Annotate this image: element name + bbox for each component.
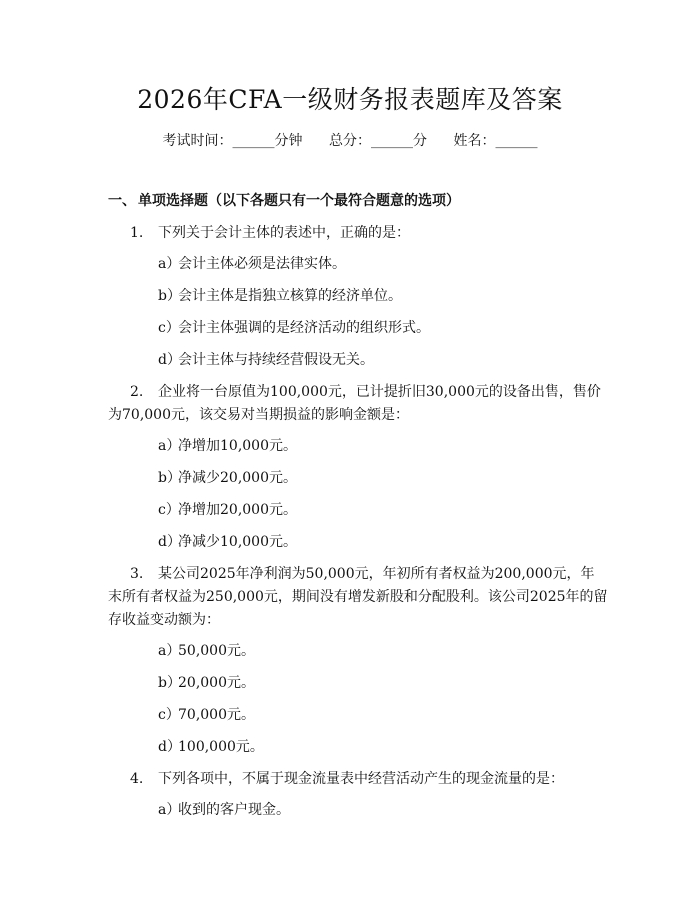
option-label: a） [158, 256, 181, 272]
option-text: 20,000元。 [178, 675, 255, 691]
option-text: 50,000元。 [178, 643, 255, 659]
question-number: 2. [130, 384, 144, 400]
answer-option [158, 467, 608, 490]
answer-option [158, 349, 608, 372]
total-score-blank: ______ [371, 133, 413, 149]
answer-option [158, 253, 608, 276]
student-name-blank: ______ [495, 133, 538, 149]
section-title: 单项选择题（以下各题只有一个最符合题意的选项） [138, 193, 460, 209]
option-text: 会计主体是指独立核算的经济单位。 [178, 288, 402, 304]
option-label: d） [158, 534, 181, 550]
answer-option [158, 531, 608, 554]
option-text: 100,000元。 [178, 739, 264, 755]
section-heading [108, 191, 460, 211]
option-text: 会计主体强调的是经济活动的组织形式。 [178, 320, 430, 336]
option-label: c） [158, 502, 180, 518]
exam-info-line [0, 131, 700, 151]
option-label: a） [158, 802, 181, 818]
option-text: 净增加10,000元。 [178, 438, 297, 454]
exam-time [163, 131, 303, 151]
section-number: 一、 [108, 193, 136, 209]
total-score [329, 131, 427, 151]
answer-option [158, 672, 608, 695]
answer-option [158, 640, 608, 663]
answer-option [158, 736, 608, 759]
exam-time-unit: 分钟 [274, 133, 303, 149]
question-number: 3. [130, 566, 144, 582]
answer-option [158, 799, 608, 822]
option-label: b） [158, 288, 181, 304]
option-label: a） [158, 438, 181, 454]
option-text: 收到的客户现金。 [178, 802, 290, 818]
question-stem [108, 222, 608, 245]
question-text: 某公司2025年净利润为50,000元，年初所有者权益为200,000元，年末所有者权益为250,000元，期间没有增发新股和分配股利。该公司2025年的留存收益变动额为： [108, 566, 608, 628]
question-stem [108, 768, 608, 791]
option-text: 净增加20,000元。 [178, 502, 297, 518]
student-name-label: 姓名： [453, 133, 496, 149]
question-text: 下列关于会计主体的表述中，正确的是： [158, 225, 410, 241]
total-score-label: 总分： [329, 133, 371, 149]
option-text: 70,000元。 [178, 707, 255, 723]
option-text: 会计主体与持续经营假设无关。 [178, 352, 374, 368]
option-label: d） [158, 352, 181, 368]
total-score-unit: 分 [413, 133, 427, 149]
question-number: 4. [130, 771, 144, 787]
question-stem [108, 381, 608, 427]
option-text: 会计主体必须是法律实体。 [178, 256, 346, 272]
answer-option [158, 285, 608, 308]
student-name [453, 131, 537, 151]
option-label: b） [158, 675, 181, 691]
answer-option [158, 435, 608, 458]
answer-option [158, 317, 608, 340]
answer-option [158, 499, 608, 522]
answer-option [158, 704, 608, 727]
exam-time-label: 考试时间： [162, 133, 233, 149]
option-label: c） [158, 707, 180, 723]
exam-time-blank: ______ [232, 133, 275, 149]
option-text: 净减少10,000元。 [178, 534, 297, 550]
option-label: a） [158, 643, 181, 659]
page-title: 2026年CFA一级财务报表题库及答案 [137, 85, 563, 114]
question-list [108, 222, 608, 831]
question-number: 1. [130, 225, 144, 241]
question-text: 下列各项中，不属于现金流量表中经营活动产生的现金流量的是： [158, 771, 564, 787]
option-label: b） [158, 470, 181, 486]
question-text: 企业将一台原值为100,000元，已计提折旧30,000元的设备出售，售价为70,000元，该交易对当期损益的影响金额是： [108, 384, 601, 423]
option-label: d） [158, 739, 181, 755]
option-label: c） [158, 320, 180, 336]
question-stem [108, 563, 608, 632]
option-text: 净减少20,000元。 [178, 470, 297, 486]
